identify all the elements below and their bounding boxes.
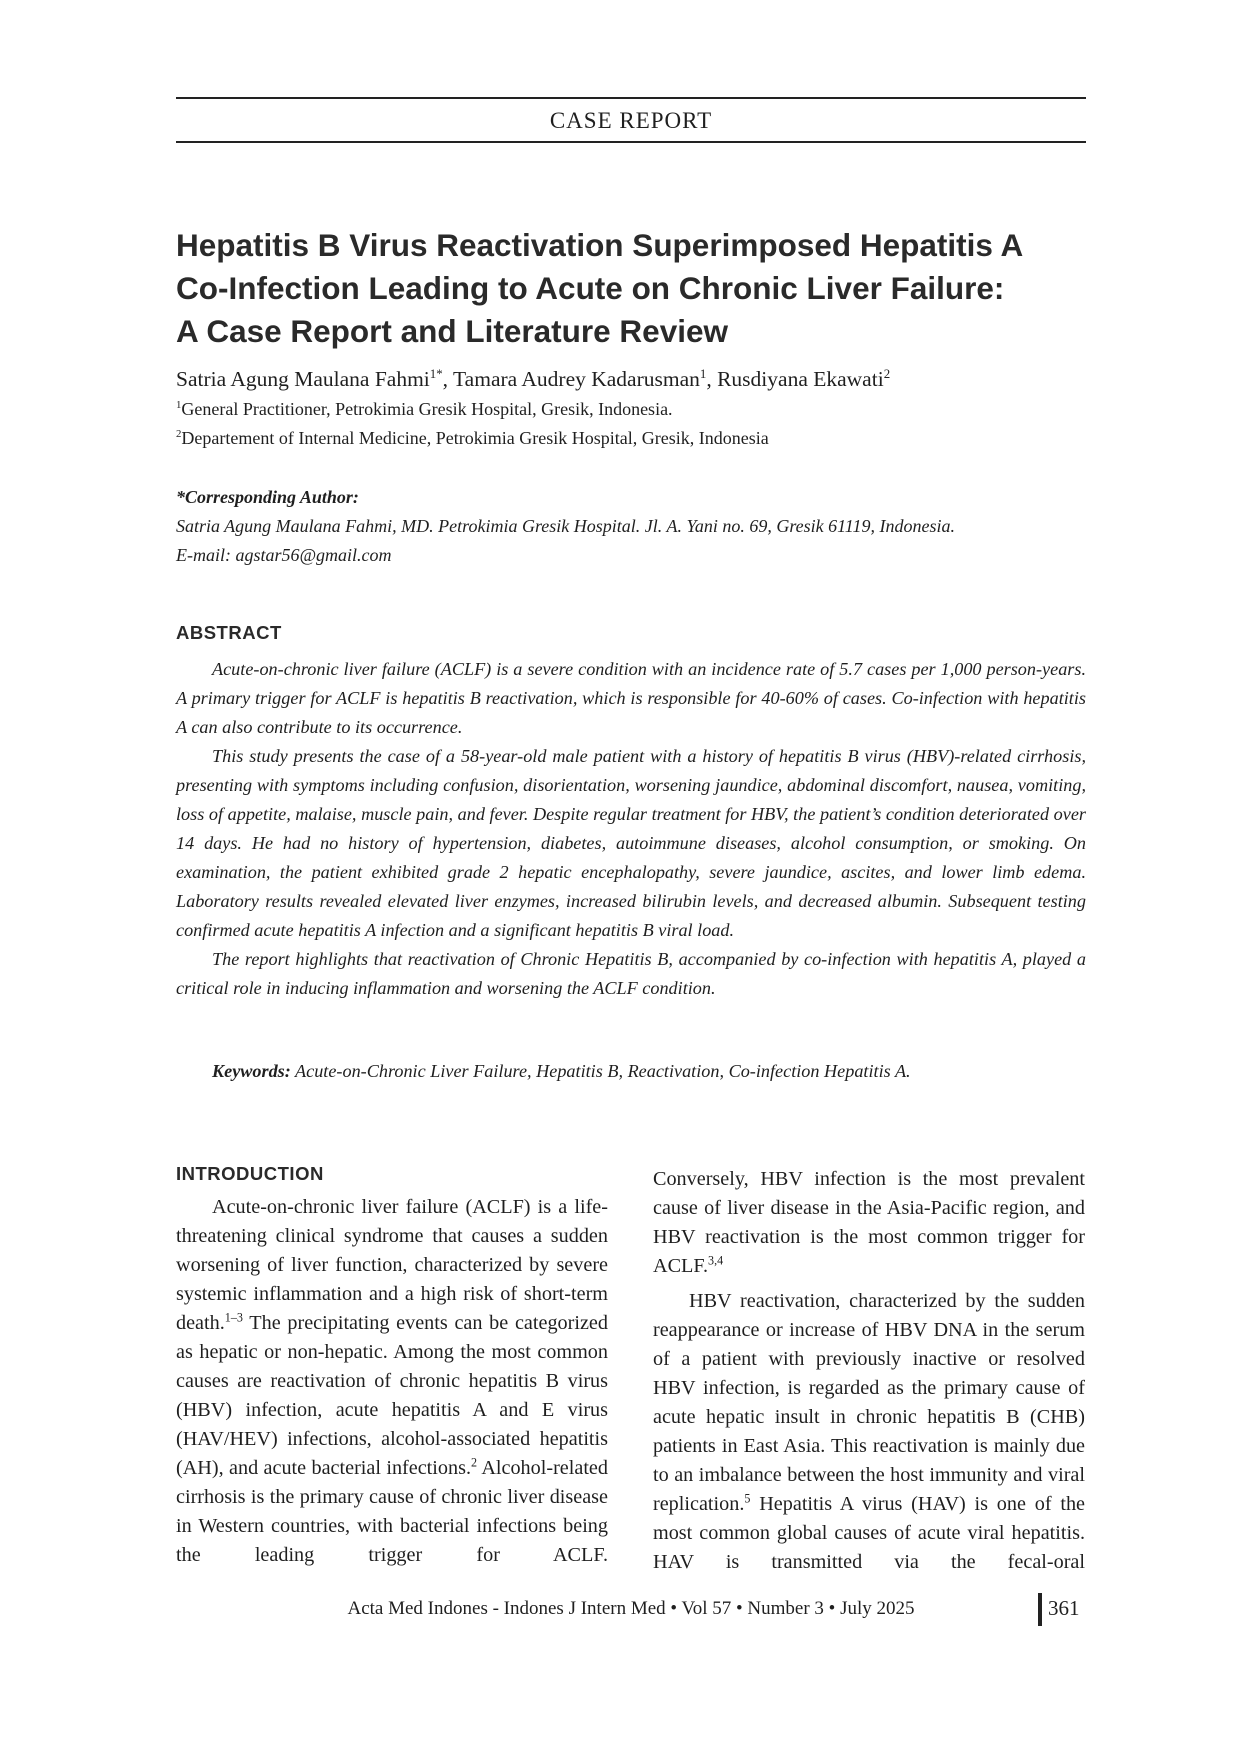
body-text: HBV reactivation, characterized by the sudden reappearance or increase of HBV DNA in the serum of a patient with previously inactive or resolved HBV infection, is regarded as the primary cause of acute hepatic insult in chronic hepatitis B (CHB) patients in East Asia. This reactivation is mainly due to an imbalance between the host immunity and viral replication. xyxy=(653,1290,1085,1515)
author-affiliation-mark: 2 xyxy=(883,366,891,381)
author-name: Rusdiyana Ekawati xyxy=(717,367,884,391)
citation: 1–3 xyxy=(224,1310,243,1325)
column-left xyxy=(176,1193,608,1570)
author-affiliation-mark: 1 xyxy=(699,366,707,381)
journal-footer: Acta Med Indones - Indones J Intern Med • Vol 57 • Number 3 • July 2025 xyxy=(347,1598,915,1619)
abstract-paragraph: The report highlights that reactivation of Chronic Hepatitis B, accompanied by co-infection with hepatitis A, played a critical role in inducing inflammation and worsening the ACLF condition. xyxy=(176,949,1086,998)
body-text: The precipitating events can be categorized as hepatic or non-hepatic. Among the most common causes are reactivation of chronic hepatitis B virus (HBV) infection, acute hepatitis A and E virus (HAV/HEV) infections, alcohol-associated hepatitis (AH), and acute bacterial infections. xyxy=(176,1312,608,1479)
corresponding-author-email: E-mail: agstar56@gmail.com xyxy=(176,545,392,565)
author-name: Satria Agung Maulana Fahmi xyxy=(176,367,430,391)
corresponding-author-address: Satria Agung Maulana Fahmi, MD. Petrokimia Gresik Hospital. Jl. A. Yani no. 69, Gresik 61119, Indonesia. xyxy=(176,516,955,536)
abstract-paragraph: Acute-on-chronic liver failure (ACLF) is a severe condition with an incidence rate of 5.7 cases per 1,000 person-years. A primary trigger for ACLF is hepatitis B reactivation, which is responsible for 40-60% of cases. Co-infection with hepatitis A can also contribute to its occurrence. xyxy=(176,659,1086,737)
page-number-rule xyxy=(1038,1593,1042,1626)
citation: 3,4 xyxy=(708,1253,724,1268)
affiliation-text: Departement of Internal Medicine, Petrokimia Gresik Hospital, Gresik, Indonesia xyxy=(181,428,769,448)
title-line: Co-Infection Leading to Acute on Chronic Liver Failure: xyxy=(176,270,1005,306)
section-header-bar xyxy=(176,97,1086,143)
affiliation-mark: 1 xyxy=(176,399,182,411)
author-affiliation-mark: 1* xyxy=(429,366,443,381)
affiliation xyxy=(176,428,1086,449)
body-text: Hepatitis A virus (HAV) is one of the most common global causes of acute viral hepatitis. HAV is transmitted via the fecal-oral xyxy=(653,1493,1085,1573)
body-paragraph xyxy=(176,1193,608,1570)
citation: 5 xyxy=(744,1491,751,1506)
keywords-list: Acute-on-Chronic Liver Failure, Hepatitis B, Reactivation, Co-infection Hepatitis A. xyxy=(290,1061,911,1081)
title-line: Hepatitis B Virus Reactivation Superimposed Hepatitis A xyxy=(176,227,1024,263)
citation: 2 xyxy=(471,1455,478,1470)
corresponding-author-label: *Corresponding Author: xyxy=(176,487,359,507)
title-line: A Case Report and Literature Review xyxy=(176,313,728,349)
section-label: CASE REPORT xyxy=(549,108,713,133)
column-right xyxy=(653,1165,1085,1577)
keywords-label: Keywords: xyxy=(212,1061,291,1081)
body-paragraph xyxy=(653,1165,1085,1281)
abstract-heading: ABSTRACT xyxy=(176,622,282,643)
abstract-paragraph: This study presents the case of a 58-year-old male patient with a history of hepatitis B virus (HBV)-related cirrhosis, presenting with symptoms including confusion, disorientation, worsening jaundice, abdominal discomfort, nausea, vomiting, loss of appetite, malaise, muscle pain, and fever. Despite regular treatment for HBV, the patient’s condition deteriorated over 14 days. He had no history of hypertension, diabetes, autoimmune diseases, alcohol consumption, or smoking. On examination, the patient exhibited grade 2 hepatic encephalopathy, severe jaundice, ascites, and lower limb edema. Laboratory results revealed elevated liver enzymes, increased bilirubin levels, and decreased albumin. Subsequent testing confirmed acute hepatitis A infection and a significant hepatitis B viral load. xyxy=(176,746,1086,940)
page-number: 361 xyxy=(1048,1596,1080,1620)
introduction-heading: INTRODUCTION xyxy=(176,1163,324,1184)
abstract-body xyxy=(176,655,1086,1003)
author-list: Satria Agung Maulana Fahmi$^{1*}$, Tamara Audrey Kadarusman$^1$, Rusdiyana Ekawati$^2$ xyxy=(176,366,891,391)
affiliation-text: General Practitioner, Petrokimia Gresik Hospital, Gresik, Indonesia. xyxy=(181,399,673,419)
body-text: Acute-on-chronic liver failure (ACLF) is a life-threatening clinical syndrome that causes a sudden worsening of liver function, characterized by severe systemic inflammation and a high risk of short-term death. xyxy=(176,1196,608,1334)
article-title xyxy=(176,224,1086,353)
keywords xyxy=(212,1061,911,1082)
affiliation-mark: 2 xyxy=(176,428,182,440)
body-paragraph xyxy=(653,1287,1085,1577)
affiliation xyxy=(176,399,1086,420)
author-name: Tamara Audrey Kadarusman xyxy=(453,367,700,391)
body-text: Conversely, HBV infection is the most prevalent cause of liver disease in the Asia-Pacific region, and HBV reactivation is the most common trigger for ACLF. xyxy=(653,1168,1085,1277)
body-text: Alcohol-related cirrhosis is the primary cause of chronic liver disease in Western countries, with bacterial infections being the leading trigger for ACLF. xyxy=(176,1457,608,1566)
